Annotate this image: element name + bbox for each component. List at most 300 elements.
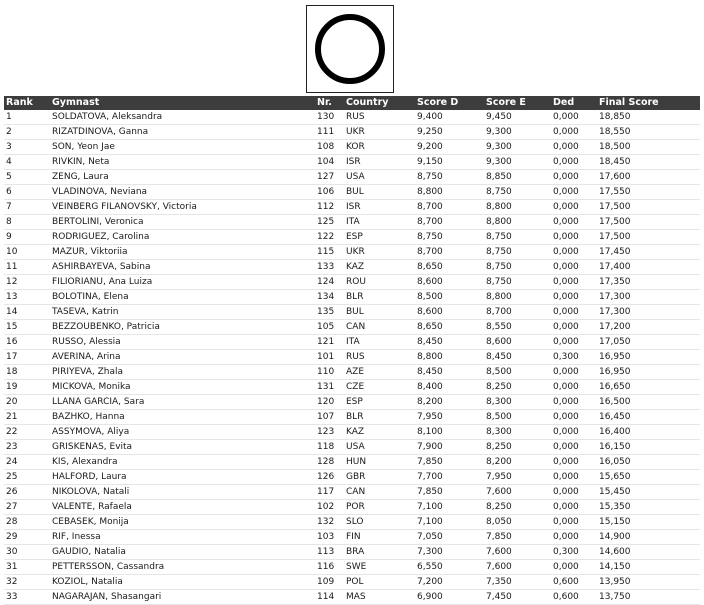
cell-score-e: 8,300 bbox=[486, 397, 512, 407]
cell-ded: 0,000 bbox=[553, 337, 579, 347]
cell-gymnast: SOLDATOVA, Aleksandra bbox=[52, 112, 163, 122]
cell-rank: 20 bbox=[6, 397, 18, 407]
cell-score-d: 8,100 bbox=[417, 427, 443, 437]
cell-country: RUS bbox=[346, 112, 365, 122]
cell-nr: 124 bbox=[317, 277, 335, 287]
cell-gymnast: LLANA GARCIA, Sara bbox=[52, 397, 145, 407]
cell-nr: 123 bbox=[317, 427, 335, 437]
cell-nr: 117 bbox=[317, 487, 335, 497]
cell-rank: 9 bbox=[6, 232, 12, 242]
cell-gymnast: ASSYMOVA, Aliya bbox=[52, 427, 130, 437]
cell-score-d: 9,200 bbox=[417, 142, 443, 152]
cell-rank: 31 bbox=[6, 562, 18, 572]
cell-ded: 0,000 bbox=[553, 382, 579, 392]
cell-rank: 17 bbox=[6, 352, 18, 362]
table-row bbox=[4, 425, 700, 440]
cell-nr: 128 bbox=[317, 457, 335, 467]
cell-nr: 116 bbox=[317, 562, 335, 572]
apparatus-icon-box bbox=[306, 5, 394, 93]
cell-nr: 114 bbox=[317, 592, 335, 602]
cell-rank: 16 bbox=[6, 337, 18, 347]
cell-score-d: 7,200 bbox=[417, 577, 443, 587]
cell-score-d: 8,600 bbox=[417, 307, 443, 317]
cell-country: HUN bbox=[346, 457, 367, 467]
cell-gymnast: VEINBERG FILANOVSKY, Victoria bbox=[52, 202, 197, 212]
cell-final-score: 14,900 bbox=[599, 532, 631, 542]
cell-score-e: 9,300 bbox=[486, 142, 512, 152]
table-row bbox=[4, 395, 700, 410]
cell-nr: 108 bbox=[317, 142, 335, 152]
cell-score-d: 9,250 bbox=[417, 127, 443, 137]
cell-ded: 0,000 bbox=[553, 202, 579, 212]
cell-ded: 0,000 bbox=[553, 502, 579, 512]
table-row bbox=[4, 590, 700, 605]
cell-score-d: 8,800 bbox=[417, 352, 443, 362]
cell-gymnast: ZENG, Laura bbox=[52, 172, 109, 182]
cell-score-e: 7,450 bbox=[486, 592, 512, 602]
cell-ded: 0,000 bbox=[553, 397, 579, 407]
table-row bbox=[4, 230, 700, 245]
cell-country: BRA bbox=[346, 547, 365, 557]
table-row bbox=[4, 575, 700, 590]
cell-nr: 110 bbox=[317, 367, 335, 377]
cell-score-e: 8,300 bbox=[486, 427, 512, 437]
cell-final-score: 17,500 bbox=[599, 217, 631, 227]
hoop-icon bbox=[307, 6, 393, 92]
header-nr: Nr. bbox=[315, 96, 344, 110]
cell-score-e: 7,850 bbox=[486, 532, 512, 542]
results-body bbox=[4, 110, 700, 605]
cell-final-score: 17,300 bbox=[599, 292, 631, 302]
cell-country: BLR bbox=[346, 292, 364, 302]
cell-score-d: 7,300 bbox=[417, 547, 443, 557]
cell-country: USA bbox=[346, 442, 365, 452]
table-row bbox=[4, 170, 700, 185]
cell-final-score: 17,050 bbox=[599, 337, 631, 347]
cell-rank: 15 bbox=[6, 322, 18, 332]
cell-nr: 102 bbox=[317, 502, 335, 512]
cell-gymnast: ASHIRBAYEVA, Sabina bbox=[52, 262, 151, 272]
cell-score-e: 8,750 bbox=[486, 262, 512, 272]
table-row bbox=[4, 530, 700, 545]
cell-rank: 28 bbox=[6, 517, 18, 527]
table-row bbox=[4, 335, 700, 350]
cell-gymnast: RUSSO, Alessia bbox=[52, 337, 121, 347]
cell-country: GBR bbox=[346, 472, 366, 482]
header-score-d: Score D bbox=[415, 96, 484, 110]
table-row bbox=[4, 260, 700, 275]
cell-final-score: 17,350 bbox=[599, 277, 631, 287]
cell-country: POL bbox=[346, 577, 364, 587]
cell-nr: 103 bbox=[317, 532, 335, 542]
cell-rank: 33 bbox=[6, 592, 18, 602]
cell-score-d: 6,550 bbox=[417, 562, 443, 572]
cell-score-d: 7,050 bbox=[417, 532, 443, 542]
cell-rank: 22 bbox=[6, 427, 18, 437]
cell-rank: 27 bbox=[6, 502, 18, 512]
table-row bbox=[4, 245, 700, 260]
results-table bbox=[4, 96, 700, 605]
cell-final-score: 16,500 bbox=[599, 397, 631, 407]
cell-score-d: 8,450 bbox=[417, 367, 443, 377]
cell-ded: 0,000 bbox=[553, 127, 579, 137]
cell-score-e: 8,600 bbox=[486, 337, 512, 347]
cell-ded: 0,000 bbox=[553, 472, 579, 482]
table-row bbox=[4, 380, 700, 395]
cell-gymnast: GRISKENAS, Evita bbox=[52, 442, 133, 452]
cell-ded: 0,000 bbox=[553, 412, 579, 422]
cell-score-e: 8,250 bbox=[486, 442, 512, 452]
cell-score-e: 8,700 bbox=[486, 307, 512, 317]
cell-ded: 0,000 bbox=[553, 367, 579, 377]
cell-country: CZE bbox=[346, 382, 365, 392]
cell-final-score: 15,450 bbox=[599, 487, 631, 497]
cell-score-d: 8,700 bbox=[417, 202, 443, 212]
header-final-score: Final Score bbox=[597, 96, 700, 110]
cell-country: AZE bbox=[346, 367, 365, 377]
cell-final-score: 15,150 bbox=[599, 517, 631, 527]
header-score-e: Score E bbox=[484, 96, 551, 110]
header-gymnast: Gymnast bbox=[50, 96, 315, 110]
cell-ded: 0,000 bbox=[553, 277, 579, 287]
cell-nr: 109 bbox=[317, 577, 335, 587]
cell-nr: 105 bbox=[317, 322, 335, 332]
cell-gymnast: KIS, Alexandra bbox=[52, 457, 118, 467]
cell-country: ROU bbox=[346, 277, 366, 287]
cell-ded: 0,000 bbox=[553, 532, 579, 542]
cell-score-e: 8,050 bbox=[486, 517, 512, 527]
cell-ded: 0,600 bbox=[553, 592, 579, 602]
cell-score-e: 7,950 bbox=[486, 472, 512, 482]
cell-gymnast: CEBASEK, Monija bbox=[52, 517, 129, 527]
cell-ded: 0,000 bbox=[553, 442, 579, 452]
cell-country: MAS bbox=[346, 592, 366, 602]
cell-ded: 0,000 bbox=[553, 112, 579, 122]
cell-score-e: 8,450 bbox=[486, 352, 512, 362]
cell-score-e: 8,750 bbox=[486, 247, 512, 257]
table-row bbox=[4, 440, 700, 455]
table-row bbox=[4, 185, 700, 200]
cell-score-e: 8,250 bbox=[486, 382, 512, 392]
cell-nr: 106 bbox=[317, 187, 335, 197]
cell-gymnast: RODRIGUEZ, Carolina bbox=[52, 232, 150, 242]
cell-country: RUS bbox=[346, 352, 365, 362]
cell-nr: 118 bbox=[317, 442, 335, 452]
cell-score-d: 7,100 bbox=[417, 502, 443, 512]
cell-nr: 127 bbox=[317, 172, 335, 182]
cell-ded: 0,000 bbox=[553, 247, 579, 257]
cell-nr: 134 bbox=[317, 292, 335, 302]
cell-gymnast: PETTERSSON, Cassandra bbox=[52, 562, 165, 572]
cell-score-e: 9,300 bbox=[486, 157, 512, 167]
cell-score-e: 8,750 bbox=[486, 187, 512, 197]
cell-country: USA bbox=[346, 172, 365, 182]
cell-score-e: 8,550 bbox=[486, 322, 512, 332]
cell-country: ISR bbox=[346, 202, 361, 212]
cell-gymnast: RIVKIN, Neta bbox=[52, 157, 110, 167]
table-row bbox=[4, 485, 700, 500]
header-country: Country bbox=[344, 96, 415, 110]
cell-rank: 6 bbox=[6, 187, 12, 197]
table-row bbox=[4, 305, 700, 320]
cell-nr: 112 bbox=[317, 202, 335, 212]
table-row bbox=[4, 155, 700, 170]
cell-nr: 113 bbox=[317, 547, 335, 557]
cell-score-e: 8,800 bbox=[486, 292, 512, 302]
cell-rank: 23 bbox=[6, 442, 18, 452]
cell-score-d: 7,850 bbox=[417, 457, 443, 467]
cell-score-e: 7,600 bbox=[486, 547, 512, 557]
cell-score-d: 8,750 bbox=[417, 172, 443, 182]
cell-final-score: 16,150 bbox=[599, 442, 631, 452]
cell-rank: 10 bbox=[6, 247, 18, 257]
table-row bbox=[4, 470, 700, 485]
cell-score-d: 8,450 bbox=[417, 337, 443, 347]
cell-final-score: 17,400 bbox=[599, 262, 631, 272]
cell-final-score: 16,650 bbox=[599, 382, 631, 392]
cell-final-score: 18,850 bbox=[599, 112, 631, 122]
cell-gymnast: FILIORIANU, Ana Luiza bbox=[52, 277, 153, 287]
cell-country: CAN bbox=[346, 322, 366, 332]
cell-gymnast: RIZATDINOVA, Ganna bbox=[52, 127, 149, 137]
cell-final-score: 16,950 bbox=[599, 367, 631, 377]
header-rank: Rank bbox=[4, 96, 50, 110]
cell-gymnast: BOLOTINA, Elena bbox=[52, 292, 129, 302]
cell-gymnast: TASEVA, Katrin bbox=[52, 307, 119, 317]
cell-score-e: 8,500 bbox=[486, 367, 512, 377]
cell-score-e: 8,200 bbox=[486, 457, 512, 467]
cell-country: BUL bbox=[346, 187, 364, 197]
cell-ded: 0,000 bbox=[553, 457, 579, 467]
cell-nr: 120 bbox=[317, 397, 335, 407]
cell-ded: 0,000 bbox=[553, 187, 579, 197]
cell-country: SWE bbox=[346, 562, 367, 572]
cell-score-d: 7,100 bbox=[417, 517, 443, 527]
cell-gymnast: AVERINA, Arina bbox=[52, 352, 121, 362]
cell-country: BUL bbox=[346, 307, 364, 317]
cell-score-d: 8,650 bbox=[417, 322, 443, 332]
cell-nr: 133 bbox=[317, 262, 335, 272]
cell-ded: 0,000 bbox=[553, 142, 579, 152]
cell-ded: 0,000 bbox=[553, 307, 579, 317]
cell-score-d: 7,850 bbox=[417, 487, 443, 497]
table-row bbox=[4, 560, 700, 575]
cell-rank: 12 bbox=[6, 277, 18, 287]
cell-gymnast: VLADINOVA, Neviana bbox=[52, 187, 148, 197]
cell-score-d: 8,400 bbox=[417, 382, 443, 392]
cell-final-score: 17,300 bbox=[599, 307, 631, 317]
cell-nr: 125 bbox=[317, 217, 335, 227]
cell-rank: 24 bbox=[6, 457, 18, 467]
cell-gymnast: SON, Yeon Jae bbox=[52, 142, 115, 152]
cell-rank: 13 bbox=[6, 292, 18, 302]
cell-score-d: 8,600 bbox=[417, 277, 443, 287]
cell-gymnast: RIF, Inessa bbox=[52, 532, 101, 542]
table-row bbox=[4, 140, 700, 155]
cell-score-d: 8,750 bbox=[417, 232, 443, 242]
cell-nr: 121 bbox=[317, 337, 335, 347]
cell-score-e: 7,350 bbox=[486, 577, 512, 587]
cell-score-d: 7,950 bbox=[417, 412, 443, 422]
cell-country: ITA bbox=[346, 217, 360, 227]
cell-gymnast: HALFORD, Laura bbox=[52, 472, 127, 482]
cell-score-e: 8,800 bbox=[486, 217, 512, 227]
cell-score-d: 9,400 bbox=[417, 112, 443, 122]
cell-rank: 30 bbox=[6, 547, 18, 557]
cell-score-d: 7,700 bbox=[417, 472, 443, 482]
table-row bbox=[4, 215, 700, 230]
cell-final-score: 18,550 bbox=[599, 127, 631, 137]
cell-final-score: 17,500 bbox=[599, 202, 631, 212]
cell-final-score: 15,350 bbox=[599, 502, 631, 512]
header-ded: Ded bbox=[551, 96, 597, 110]
cell-rank: 3 bbox=[6, 142, 12, 152]
cell-score-e: 8,250 bbox=[486, 502, 512, 512]
cell-country: SLO bbox=[346, 517, 364, 527]
cell-ded: 0,000 bbox=[553, 292, 579, 302]
table-row bbox=[4, 545, 700, 560]
cell-country: KOR bbox=[346, 142, 365, 152]
cell-gymnast: NIKOLOVA, Natali bbox=[52, 487, 130, 497]
cell-gymnast: BERTOLINI, Veronica bbox=[52, 217, 144, 227]
cell-rank: 25 bbox=[6, 472, 18, 482]
cell-final-score: 17,450 bbox=[599, 247, 631, 257]
table-row bbox=[4, 125, 700, 140]
cell-gymnast: VALENTE, Rafaela bbox=[52, 502, 132, 512]
cell-final-score: 16,050 bbox=[599, 457, 631, 467]
cell-nr: 131 bbox=[317, 382, 335, 392]
cell-nr: 135 bbox=[317, 307, 335, 317]
cell-rank: 14 bbox=[6, 307, 18, 317]
table-row bbox=[4, 410, 700, 425]
cell-score-d: 8,700 bbox=[417, 217, 443, 227]
cell-score-d: 8,200 bbox=[417, 397, 443, 407]
cell-score-d: 8,700 bbox=[417, 247, 443, 257]
cell-nr: 130 bbox=[317, 112, 335, 122]
cell-country: ITA bbox=[346, 337, 360, 347]
cell-score-d: 9,150 bbox=[417, 157, 443, 167]
cell-country: UKR bbox=[346, 247, 365, 257]
cell-country: FIN bbox=[346, 532, 361, 542]
cell-nr: 122 bbox=[317, 232, 335, 242]
cell-rank: 4 bbox=[6, 157, 12, 167]
cell-country: KAZ bbox=[346, 427, 365, 437]
cell-final-score: 13,950 bbox=[599, 577, 631, 587]
cell-final-score: 13,750 bbox=[599, 592, 631, 602]
cell-country: BLR bbox=[346, 412, 364, 422]
table-row bbox=[4, 500, 700, 515]
cell-score-e: 8,750 bbox=[486, 232, 512, 242]
table-row bbox=[4, 455, 700, 470]
cell-final-score: 14,150 bbox=[599, 562, 631, 572]
cell-ded: 0,300 bbox=[553, 352, 579, 362]
table-row bbox=[4, 290, 700, 305]
cell-nr: 111 bbox=[317, 127, 335, 137]
cell-gymnast: MAZUR, Viktoriia bbox=[52, 247, 128, 257]
cell-nr: 104 bbox=[317, 157, 335, 167]
cell-rank: 11 bbox=[6, 262, 18, 272]
cell-rank: 8 bbox=[6, 217, 12, 227]
cell-gymnast: MICKOVA, Monika bbox=[52, 382, 131, 392]
cell-final-score: 15,650 bbox=[599, 472, 631, 482]
cell-country: ISR bbox=[346, 157, 361, 167]
cell-final-score: 17,600 bbox=[599, 172, 631, 182]
cell-score-e: 7,600 bbox=[486, 562, 512, 572]
cell-ded: 0,000 bbox=[553, 172, 579, 182]
cell-ded: 0,000 bbox=[553, 232, 579, 242]
cell-score-e: 8,850 bbox=[486, 172, 512, 182]
table-row bbox=[4, 110, 700, 125]
cell-rank: 29 bbox=[6, 532, 18, 542]
cell-final-score: 16,450 bbox=[599, 412, 631, 422]
cell-score-e: 8,500 bbox=[486, 412, 512, 422]
cell-ded: 0,000 bbox=[553, 487, 579, 497]
cell-nr: 132 bbox=[317, 517, 335, 527]
cell-rank: 32 bbox=[6, 577, 18, 587]
cell-final-score: 18,500 bbox=[599, 142, 631, 152]
cell-score-e: 9,300 bbox=[486, 127, 512, 137]
cell-score-d: 7,900 bbox=[417, 442, 443, 452]
cell-rank: 18 bbox=[6, 367, 18, 377]
cell-score-d: 8,800 bbox=[417, 187, 443, 197]
cell-gymnast: GAUDIO, Natalia bbox=[52, 547, 126, 557]
cell-final-score: 16,400 bbox=[599, 427, 631, 437]
cell-score-d: 8,650 bbox=[417, 262, 443, 272]
cell-final-score: 18,450 bbox=[599, 157, 631, 167]
cell-final-score: 17,500 bbox=[599, 232, 631, 242]
cell-gymnast: BAZHKO, Hanna bbox=[52, 412, 125, 422]
cell-final-score: 17,200 bbox=[599, 322, 631, 332]
cell-rank: 1 bbox=[6, 112, 12, 122]
table-row bbox=[4, 200, 700, 215]
cell-ded: 0,000 bbox=[553, 427, 579, 437]
header-row bbox=[4, 96, 700, 110]
cell-nr: 107 bbox=[317, 412, 335, 422]
table-row bbox=[4, 350, 700, 365]
cell-score-e: 8,800 bbox=[486, 202, 512, 212]
cell-ded: 0,000 bbox=[553, 562, 579, 572]
cell-ded: 0,000 bbox=[553, 262, 579, 272]
cell-gymnast: NAGARAJAN, Shasangari bbox=[52, 592, 162, 602]
cell-country: ESP bbox=[346, 232, 363, 242]
cell-score-e: 9,450 bbox=[486, 112, 512, 122]
cell-score-d: 8,500 bbox=[417, 292, 443, 302]
cell-rank: 19 bbox=[6, 382, 18, 392]
table-row bbox=[4, 515, 700, 530]
cell-nr: 126 bbox=[317, 472, 335, 482]
cell-final-score: 14,600 bbox=[599, 547, 631, 557]
cell-country: UKR bbox=[346, 127, 365, 137]
cell-gymnast: PIRIYEVA, Zhala bbox=[52, 367, 124, 377]
table-row bbox=[4, 320, 700, 335]
cell-country: ESP bbox=[346, 397, 363, 407]
cell-gymnast: BEZZOUBENKO, Patricia bbox=[52, 322, 160, 332]
cell-ded: 0,600 bbox=[553, 577, 579, 587]
cell-score-e: 8,750 bbox=[486, 277, 512, 287]
cell-score-d: 6,900 bbox=[417, 592, 443, 602]
cell-nr: 101 bbox=[317, 352, 335, 362]
cell-ded: 0,000 bbox=[553, 322, 579, 332]
cell-country: KAZ bbox=[346, 262, 365, 272]
table-row bbox=[4, 365, 700, 380]
cell-final-score: 16,950 bbox=[599, 352, 631, 362]
table-row bbox=[4, 275, 700, 290]
cell-final-score: 17,550 bbox=[599, 187, 631, 197]
cell-country: CAN bbox=[346, 487, 366, 497]
cell-rank: 26 bbox=[6, 487, 18, 497]
cell-rank: 5 bbox=[6, 172, 12, 182]
cell-score-e: 7,600 bbox=[486, 487, 512, 497]
